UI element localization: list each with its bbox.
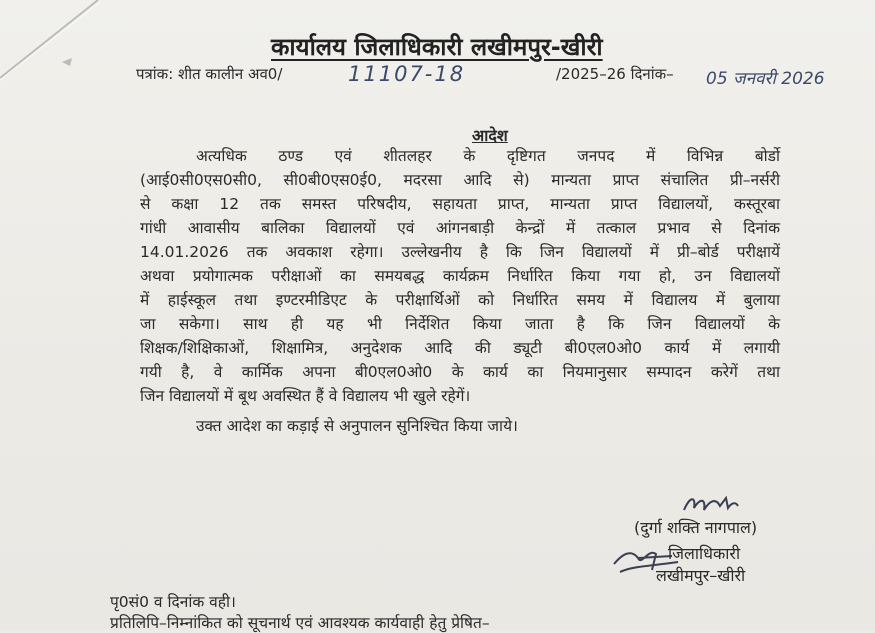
body-line: जा सकेगा। साथ ही यह भी निर्देशित किया जाता है कि जिन विद्यालयों के [140, 315, 780, 333]
office-title: कार्यालय जिलाधिकारी लखीमपुर-खीरी [271, 33, 603, 61]
reference-prefix: पत्रांक: शीत कालीन अव0/ [136, 65, 283, 83]
copy-forward-line: प्रतिलिपि–निम्नांकित को सूचनार्थ एवं आवश्यक कार्यवाही हेतु प्रेषित– [110, 614, 490, 632]
body-line: से कक्षा 12 तक समस्त परिषदीय, सहायता प्राप्त, मान्यता प्राप्त विद्यालयों, कस्तूरबा [140, 195, 780, 213]
body-line: शिक्षक/शिक्षिकाओं, शिक्षामित्र, अनुदेशक आदि की ड्यूटी बी0एल0ओ0 कार्य में लगायी [140, 339, 780, 357]
signatory-district: लखीमपुर–खीरी [656, 566, 746, 585]
reference-number-handwritten: 11107-18 [348, 62, 466, 86]
signature-initials-mark [680, 492, 740, 518]
body-line: 14.01.2026 तक अवकाश रहेगा। उल्लेखनीय है कि जिन विद्यालयों में प्री–बोर्ड परीक्षायें [140, 243, 780, 261]
footer-reference: पृ0सं0 व दिनांक वही। [110, 593, 236, 611]
signatory-designation: जिलाधिकारी [668, 544, 741, 563]
body-line: जिन विद्यालयों में बूथ अवस्थित हैं वे विद्यालय भी खुले रहेगें। [140, 387, 471, 405]
signatory-name: (दुर्गा शक्ति नागपाल) [634, 518, 758, 537]
body-line: अत्यधिक ठण्ड एवं शीतलहर के दृष्टिगत जनपद में विभिन्न बोर्डो [196, 147, 780, 165]
body-line: अथवा प्रयोगात्मक परीक्षाओं का समयबद्ध कार्यक्रम निर्धारित किया गया हो, उन विद्यालयों [140, 267, 780, 285]
closing-line: उक्त आदेश का कड़ाई से अनुपालन सुनिश्चित किया जाये। [196, 417, 518, 435]
order-heading: आदेश [472, 126, 508, 145]
body-line: (आई0सी0एस0सी0, सी0बी0एस0ई0, मदरसा आदि से) मान्यता प्राप्त संचालित प्री–नर्सरी [140, 171, 780, 189]
body-line: गांधी आवासीय बालिका विद्यालयों एवं आंगनबाड़ी केन्द्रों में तत्काल प्रभाव से दिनांक [140, 219, 780, 237]
body-line: गयी है, वे कार्मिक अपना बी0एल0ओ0 के कार्य का नियमानुसार सम्पादन करेगें तथा [140, 363, 780, 381]
date-handwritten: 05 जनवरी 2026 [706, 69, 825, 89]
body-line: में हाईस्कूल तथा इण्टरमीडिएट के परीक्षार्थिओं को निर्धारित समय में विद्यालय में बुलाया [140, 291, 780, 309]
reference-year-date-label: /2025–26 दिनांक– [556, 65, 674, 83]
